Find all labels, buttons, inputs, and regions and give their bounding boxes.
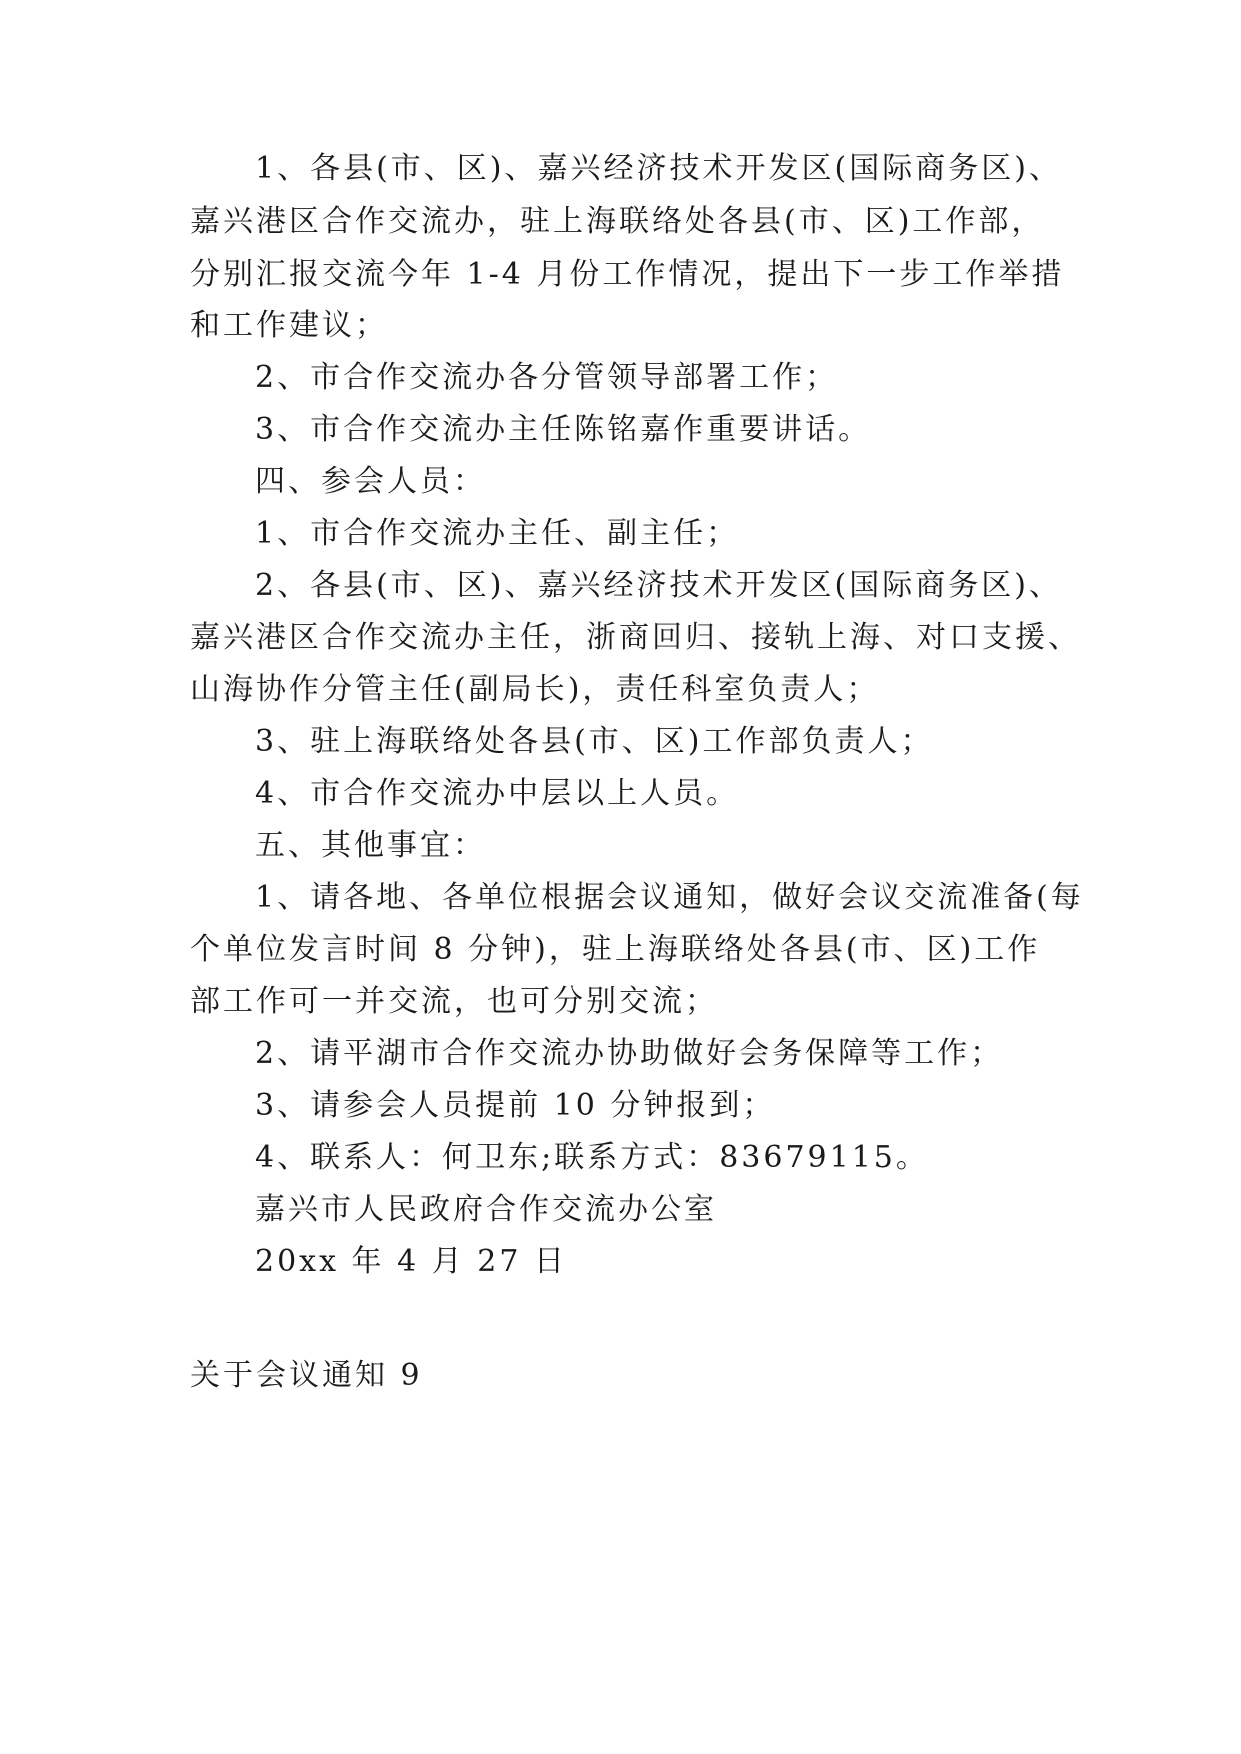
text-line: 2、市合作交流办各分管领导部署工作； bbox=[255, 360, 839, 395]
text-line: 3、市合作交流办主任陈铭嘉作重要讲话。 bbox=[255, 412, 872, 447]
signature-date: 20xx 年 4 月 27 日 bbox=[255, 1244, 567, 1279]
text-line: 嘉兴港区合作交流办主任，浙商回归、接轨上海、对口支援、 bbox=[190, 620, 1081, 655]
signature-organization: 嘉兴市人民政府合作交流办公室 bbox=[255, 1192, 717, 1227]
text-line: 3、驻上海联络处各县(市、区)工作部负责人； bbox=[255, 724, 934, 759]
next-document-title: 关于会议通知 9 bbox=[190, 1358, 423, 1393]
text-line: 嘉兴港区合作交流办，驻上海联络处各县(市、区)工作部， bbox=[190, 204, 1045, 239]
text-line: 分别汇报交流今年 1-4 月份工作情况，提出下一步工作举措 bbox=[190, 257, 1065, 292]
section-heading: 五、其他事宜： bbox=[255, 828, 486, 863]
text-line: 3、请参会人员提前 10 分钟报到； bbox=[255, 1088, 776, 1123]
text-line: 1、各县(市、区)、嘉兴经济技术开发区(国际商务区)、 bbox=[255, 151, 1062, 186]
text-line: 和工作建议； bbox=[190, 308, 388, 343]
text-line: 部工作可一并交流，也可分别交流； bbox=[190, 984, 718, 1019]
text-line: 4、市合作交流办中层以上人员。 bbox=[255, 776, 740, 811]
text-line: 2、请平湖市合作交流办协助做好会务保障等工作； bbox=[255, 1036, 1004, 1071]
text-line: 2、各县(市、区)、嘉兴经济技术开发区(国际商务区)、 bbox=[255, 568, 1062, 603]
section-heading: 四、参会人员： bbox=[255, 464, 486, 499]
text-line: 个单位发言时间 8 分钟)，驻上海联络处各县(市、区)工作 bbox=[190, 932, 1041, 967]
text-line: 1、请各地、各单位根据会议通知，做好会议交流准备(每 bbox=[255, 880, 1084, 915]
text-line: 山海协作分管主任(副局长)，责任科室负责人； bbox=[190, 672, 880, 707]
text-line: 1、市合作交流办主任、副主任； bbox=[255, 516, 740, 551]
text-line: 4、联系人：何卫东;联系方式：83679115。 bbox=[255, 1140, 929, 1175]
